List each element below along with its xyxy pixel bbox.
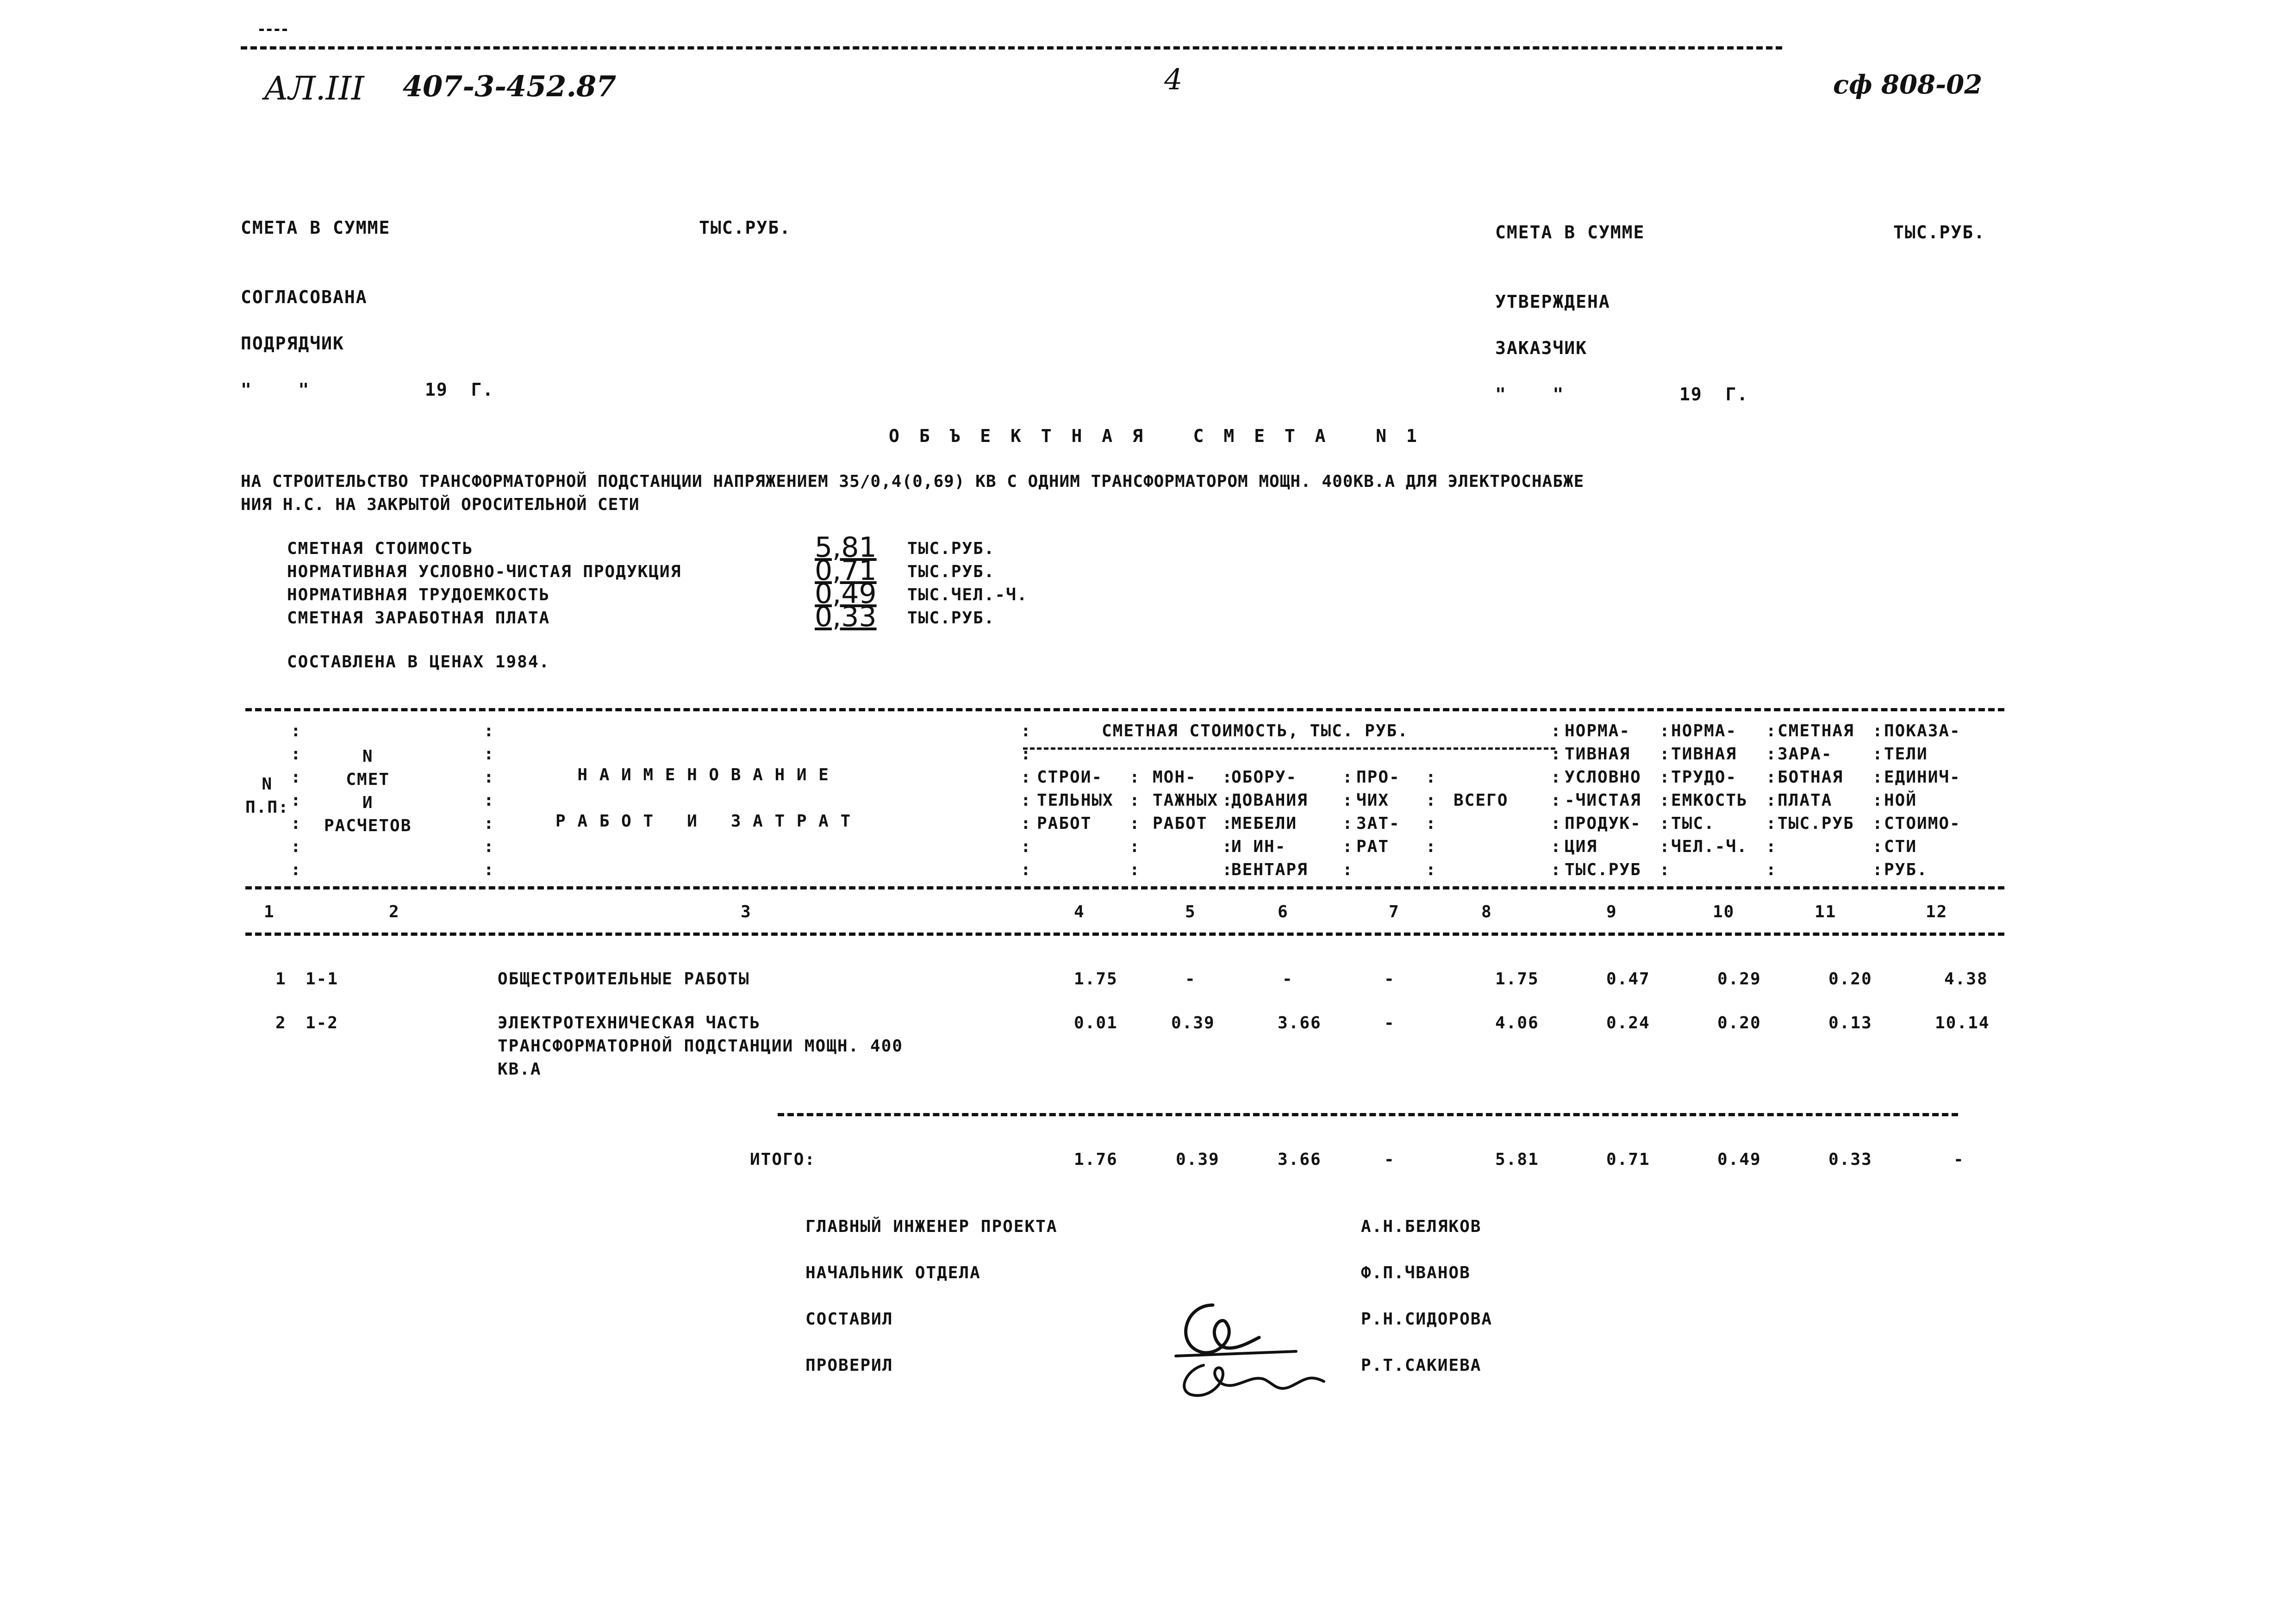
column-number: 11: [1815, 902, 1837, 921]
prices-note: СОСТАВЛЕНА В ЦЕНАХ 1984.: [287, 653, 550, 672]
header-total: ВСЕГО: [1454, 791, 1509, 810]
total-rule: [778, 1113, 1958, 1116]
header-bottom-rule: [245, 886, 2004, 889]
right-party-label: ЗАКАЗЧИК: [1495, 338, 1588, 358]
column-number: 3: [741, 902, 752, 921]
row-value: 0.01: [1074, 1014, 1118, 1032]
row-value: 0.29: [1717, 970, 1761, 989]
header-n: N П.П:: [245, 775, 289, 817]
column-number: 7: [1389, 902, 1400, 921]
row-value: 0.24: [1606, 1014, 1650, 1032]
header-equipment: ОБОРУ- ДОВАНИЯ МЕБЕЛИ И ИН- ВЕНТАРЯ: [1231, 768, 1308, 879]
total-value: -: [1953, 1150, 1965, 1169]
row-value: -: [1282, 970, 1293, 989]
document-title: О Б Ъ Е К Т Н А Я С М Е Т А N 1: [889, 426, 1422, 446]
summary-value: 0,71: [815, 554, 877, 587]
row-value: 3.66: [1278, 1014, 1322, 1032]
signature-name: А.Н.БЕЛЯКОВ: [1361, 1217, 1482, 1236]
signature-role: НАЧАЛЬНИК ОТДЕЛА: [805, 1263, 981, 1282]
signature-role: ПРОВЕРИЛ: [805, 1356, 893, 1375]
signature-role: ГЛАВНЫЙ ИНЖЕНЕР ПРОЕКТА: [805, 1217, 1058, 1236]
summary-value: 0,33: [815, 601, 877, 633]
summary-unit: ТЫС.РУБ.: [907, 609, 995, 628]
row-value: -: [1384, 1014, 1395, 1032]
total-value: 3.66: [1278, 1150, 1322, 1169]
row-name-line: КВ.А: [498, 1060, 542, 1079]
column-number: 4: [1074, 902, 1085, 921]
row-value: 0.47: [1606, 970, 1650, 989]
row-value: 1.75: [1074, 970, 1118, 989]
left-party-label: ПОДРЯДЧИК: [241, 333, 344, 354]
signature-name: Р.Н.СИДОРОВА: [1361, 1310, 1493, 1329]
header-labor: НОРМА- ТИВНАЯ ТРУДО- ЕМКОСТЬ ТЫС. ЧЕЛ.-Ч.: [1671, 721, 1748, 856]
summary-unit: ТЫС.РУБ.: [907, 539, 995, 558]
table-top-rule: [245, 708, 2004, 711]
row-value: 4.38: [1944, 970, 1988, 989]
right-sum-unit: ТЫС.РУБ.: [1893, 222, 1986, 243]
top-rule: [241, 46, 1782, 50]
header-cost-group: СМЕТНАЯ СТОИМОСТЬ, ТЫС. РУБ.: [1102, 721, 1409, 740]
row-number: 2: [275, 1014, 287, 1032]
left-approved-label: СОГЛАСОВАНА: [241, 287, 368, 307]
header-name: Н А И М Е Н О В А Н И Е Р А Б О Т И З А Т Р А Т: [555, 765, 852, 831]
page-number: 4: [1164, 62, 1183, 96]
row-name-line: ТРАНСФОРМАТОРНОЙ ПОДСТАНЦИИ МОЩН. 400: [498, 1037, 903, 1056]
column-number: 6: [1278, 902, 1289, 921]
column-number: 8: [1481, 902, 1492, 921]
row-value: 10.14: [1935, 1014, 1990, 1032]
left-sum-unit: ТЫС.РУБ.: [699, 218, 792, 238]
column-numbers-rule: [245, 933, 2004, 936]
total-value: 5.81: [1495, 1150, 1539, 1169]
top-rule-short: [259, 29, 287, 31]
row-value: -: [1185, 970, 1196, 989]
summary-unit: ТЫС.РУБ.: [907, 562, 995, 581]
handwritten-signature: [1157, 1287, 1352, 1407]
row-value: 4.06: [1495, 1014, 1539, 1032]
summary-label: НОРМАТИВНАЯ ТРУДОЕМКОСТЬ: [287, 585, 550, 604]
total-value: 0.33: [1828, 1150, 1872, 1169]
row-estimate-code: 1-2: [306, 1014, 339, 1032]
column-number: 10: [1713, 902, 1735, 921]
row-name-line: ОБЩЕСТРОИТЕЛЬНЫЕ РАБОТЫ: [498, 970, 750, 989]
summary-label: НОРМАТИВНАЯ УСЛОВНО-ЧИСТАЯ ПРОДУКЦИЯ: [287, 562, 682, 581]
row-estimate-code: 1-1: [306, 970, 339, 989]
row-number: 1: [275, 970, 287, 989]
total-label: ИТОГО:: [750, 1150, 816, 1169]
right-date-line: " " 19 Г.: [1495, 384, 1749, 404]
row-value: 0.39: [1171, 1014, 1215, 1032]
left-date-line: " " 19 Г.: [241, 379, 494, 400]
header-estimate-number: N СМЕТ И РАСЧЕТОВ: [324, 747, 412, 835]
header-unit-cost: ПОКАЗА- ТЕЛИ ЕДИНИЧ- НОЙ СТОИМО- СТИ РУБ.: [1884, 721, 1961, 879]
column-number: 12: [1926, 902, 1948, 921]
row-value: 0.20: [1717, 1014, 1761, 1032]
corner-code-left: АЛ.III: [264, 69, 364, 107]
summary-label: СМЕТНАЯ СТОИМОСТЬ: [287, 539, 474, 558]
right-sum-label: СМЕТА В СУММЕ: [1495, 222, 1645, 243]
summary-label: СМЕТНАЯ ЗАРАБОТНАЯ ПЛАТА: [287, 609, 550, 628]
left-sum-label: СМЕТА В СУММЕ: [241, 218, 391, 238]
signature-role: СОСТАВИЛ: [805, 1310, 893, 1329]
summary-unit: ТЫС.ЧЕЛ.-Ч.: [907, 585, 1028, 604]
column-number: 9: [1606, 902, 1617, 921]
signature-name: Ф.П.ЧВАНОВ: [1361, 1263, 1471, 1282]
row-value: 0.20: [1828, 970, 1872, 989]
row-name-line: ЭЛЕКТРОТЕХНИЧЕСКАЯ ЧАСТЬ: [498, 1014, 761, 1032]
column-number: 5: [1185, 902, 1196, 921]
signature-name: Р.Т.САКИЕВА: [1361, 1356, 1482, 1375]
header-net-output: НОРМА- ТИВНАЯ УСЛОВНО -ЧИСТАЯ ПРОДУК- ЦИЯ ТЫС.РУБ: [1565, 721, 1641, 879]
header-installation: МОН- ТАЖНЫХ РАБОТ: [1153, 768, 1219, 833]
description-line-1: НА СТРОИТЕЛЬСТВО ТРАНСФОРМАТОРНОЙ ПОДСТАНЦИИ НАПРЯЖЕНИЕМ 35/0,4(0,69) КВ С ОДНИМ ТРАНСФОРМАТОРОМ МОЩН. 400КВ.А ДЛЯ ЭЛЕКТРОСНАБЖЕ: [241, 472, 1585, 491]
total-value: 1.76: [1074, 1150, 1118, 1169]
row-value: -: [1384, 970, 1395, 989]
summary-value: 5,81: [815, 531, 877, 564]
description-line-2: НИЯ Н.С. НА ЗАКРЫТОЙ ОРОСИТЕЛЬНОЙ СЕТИ: [241, 495, 640, 514]
right-approved-label: УТВЕРЖДЕНА: [1495, 292, 1610, 312]
total-value: -: [1384, 1150, 1395, 1169]
row-value: 0.13: [1828, 1014, 1872, 1032]
row-value: 1.75: [1495, 970, 1539, 989]
sheet-code: сф 808-02: [1833, 69, 1983, 100]
total-value: 0.39: [1176, 1150, 1220, 1169]
header-other: ПРО- ЧИХ ЗАТ- РАТ: [1356, 768, 1400, 856]
summary-value: 0,49: [815, 578, 877, 610]
column-number: 1: [264, 902, 275, 921]
header-wages: СМЕТНАЯ ЗАРА- БОТНАЯ ПЛАТА ТЫС.РУБ: [1778, 721, 1854, 833]
total-value: 0.49: [1717, 1150, 1761, 1169]
header-construction: СТРОИ- ТЕЛЬНЫХ РАБОТ: [1037, 768, 1114, 833]
project-code: 407-3-452.87: [403, 69, 617, 103]
column-number: 2: [389, 902, 400, 921]
header-cost-group-rule: [1023, 747, 1555, 750]
total-value: 0.71: [1606, 1150, 1650, 1169]
